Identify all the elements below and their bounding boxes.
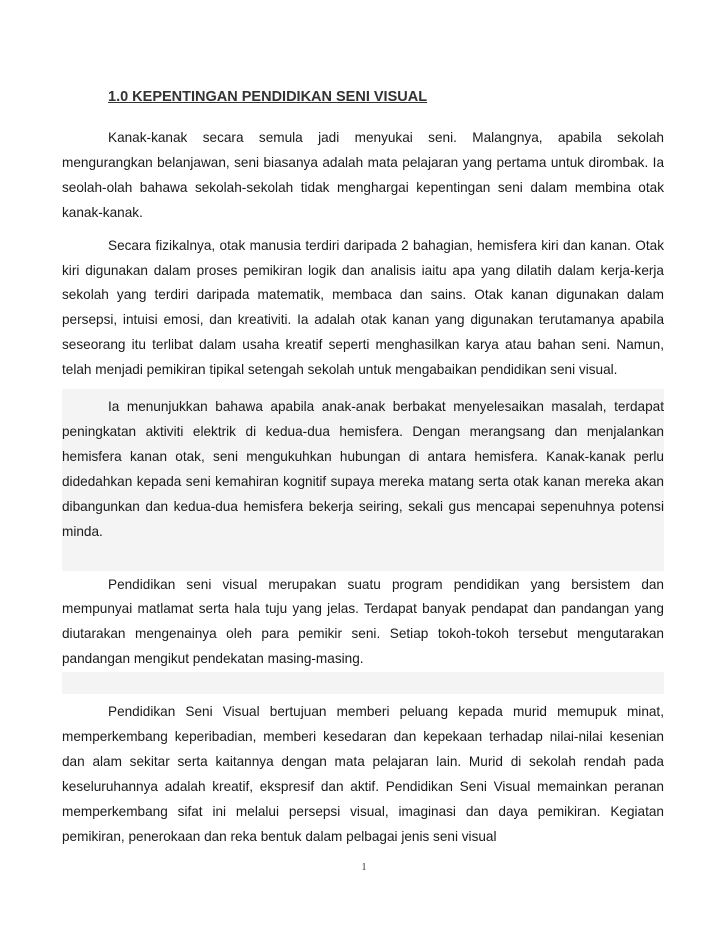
shaded-gap [62,549,664,571]
document-page [62,86,664,850]
paragraph-1: Kanak-kanak secara semula jadi menyukai seni. Malangnya, apabila sekolah mengurangkan belanjawan, seni biasanya adalah mata pelajaran yang pertama untuk dirombak. Ia seolah-olah bahawa sekolah-sekolah tidak menghargai kepentingan seni dalam membina otak kanak-kanak. [62,130,664,220]
shaded-gap-2 [62,672,664,694]
paragraph-2: Secara fizikalnya, otak manusia terdiri daripada 2 bahagian, hemisfera kiri dan kanan. Otak kiri digunakan dalam proses pemikiran logik dan analisis iaitu apa yang dilatih dalam kerja-kerja sekolah yang terdiri daripada matematik, membaca dan sains. Otak kanan digunakan dalam persepsi, intuisi emosi, dan kreativiti. Ia adalah otak kanan yang digunakan terutamanya apabila seseorang itu terlibat dalam usaha kreatif seperti menghasilkan karya atau bahan seni. Namun, telah menjadi pemikiran tipikal setengah sekolah untuk mengabaikan pendidikan seni visual. [62,237,664,378]
paragraph-3: Ia menunjukkan bahawa apabila anak-anak berbakat menyelesaikan masalah, terdapat peningkatan aktiviti elektrik di kedua-dua hemisfera. Dengan merangsang dan menjalankan hemisfera kanan otak, seni mengukuhkan hubungan di antara hemisfera. Kanak-kanak perlu didedahkan kepada seni kemahiran kognitif supaya mereka matang serta otak kanan mereka akan dibangunkan dan kedua-dua hemisfera bekerja seiring, sekali gus mencapai sepenuhnya potensi minda. [62,399,664,539]
page-number: 1 [361,862,367,873]
paragraph-4: Pendidikan seni visual merupakan suatu program pendidikan yang bersistem dan mempunyai matlamat serta hala tuju yang jelas. Terdapat banyak pendapat dan pandangan yang diutarakan mengenainya oleh para pemikir seni. Setiap tokoh-tokoh tersebut mengutarakan pandangan mengikut pendekatan masing-masing. [62,576,664,667]
shaded-block [62,389,664,570]
paragraph-5: Pendidikan Seni Visual bertujuan memberi peluang kepada murid memupuk minat, memperkembang keperibadian, memberi kesedaran dan kepekaan terhadap nilai-nilai kesenian dan alam sekitar serta kaitannya dengan mata pelajaran lain. Murid di sekolah rendah pada keseluruhannya adalah kreatif, ekspresif dan aktif. Pendidikan Seni Visual memainkan peranan memperkembang sifat ini melalui persepsi visual, imaginasi dan daya pemikiran. Kegiatan pemikiran, penerokaan dan reka bentuk dalam pelbagai jenis seni visual [62,704,664,844]
section-heading: 1.0 KEPENTINGAN PENDIDIKAN SENI VISUAL [108,89,428,105]
